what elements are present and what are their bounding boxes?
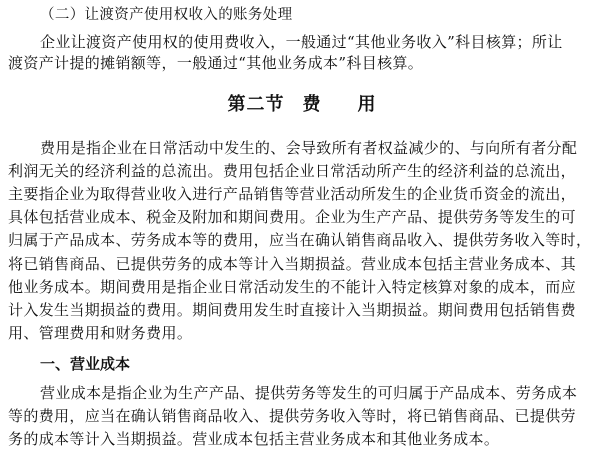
paragraph-line: 计入发生当期损益的费用。期间费用发生时直接计入当期损益。期间费用包括销售费 [8,301,576,319]
paragraph-line: 他业务成本。期间费用是指企业日常活动发生的不能计入特定核算对象的成本，而应 [8,278,576,296]
chapter-title-char: 费 [302,94,322,115]
chapter-title-char: 用 [357,94,377,115]
chapter-title [0,93,604,117]
paragraph-line: 用、管理费用和财务费用。 [8,324,193,342]
paragraph-line: 等的费用，应当在确认销售商品收入、提供劳务收入等时，将已销售商品、已提供劳 [8,407,576,425]
paragraph-line: 费用是指企业在日常活动中发生的、会导致所有者权益减少的、与向所有者分配 [40,139,578,157]
paragraph-line: 营业成本是指企业为生产产品、提供劳务等发生的可归属于产品成本、劳务成本 [40,384,578,402]
paragraph-line: 务的成本等计入当期损益。营业成本包括主营业务成本和其他业务成本。 [8,430,500,448]
subsection-heading: （二）让渡资产使用权收入的账务处理 [40,7,293,23]
section-heading: 一、营业成本 [40,355,131,373]
paragraph-line: 主要指企业为取得营业收入进行产品销售等营业活动所发生的企业货币资金的流出， [8,185,576,203]
chapter-number: 第二节 [227,94,285,115]
paragraph-line: 利润无关的经济利益的总流出。费用包括企业日常活动所产生的经济利益的总流出， [8,162,576,180]
paragraph-line: 企业让渡资产使用权的使用费收入，一般通过“其他业务收入”科目核算；所让 [40,33,563,51]
paragraph-line: 归属于产品成本、劳务成本等的费用，应当在确认销售商品收入、提供劳务收入等时， [8,231,592,249]
paragraph-line: 渡资产计提的摊销额等，一般通过“其他业务成本”科目核算。 [8,54,424,72]
paragraph-line: 将已销售商品、已提供劳务的成本等计入当期损益。营业成本包括主营业务成本、其 [8,255,576,273]
paragraph-line: 具体包括营业成本、税金及附加和期间费用。企业为生产产品、提供劳务等发生的可 [8,208,576,226]
